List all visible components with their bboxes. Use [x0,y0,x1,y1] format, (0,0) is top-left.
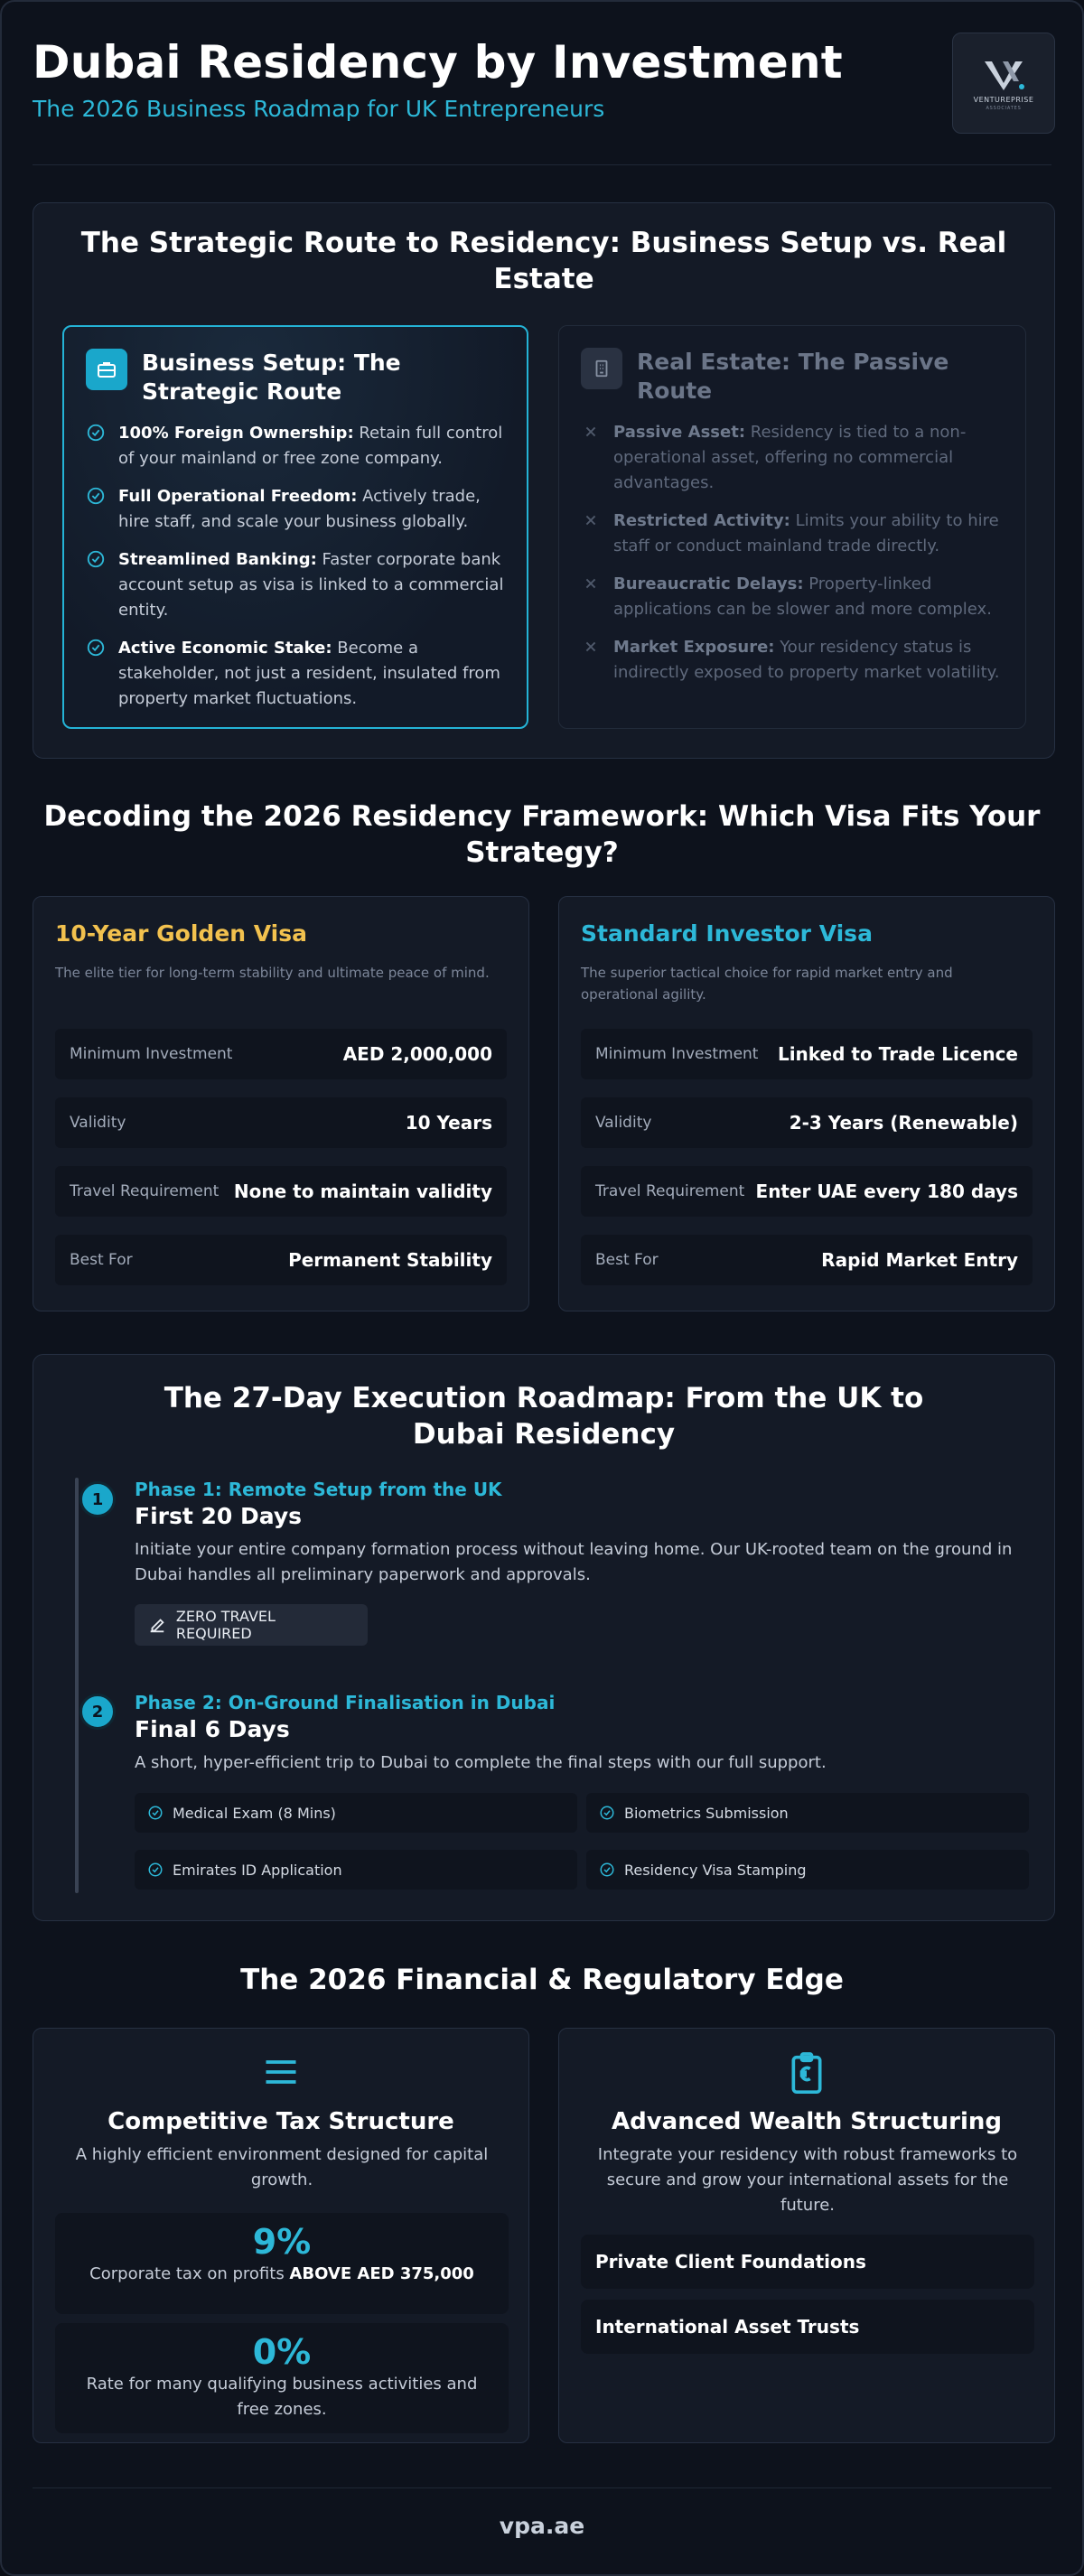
visa-detail-row [55,1097,507,1148]
wealth-option: Private Client Foundations [581,2235,1034,2289]
footer-site: vpa.ae [499,2513,585,2539]
row-value: AED 2,000,000 [342,1043,492,1065]
point-text: Full Operational Freedom: Actively trade, hire staff, and scale your business globally. [118,487,481,531]
point-item [581,420,1005,496]
cross-icon [581,422,601,442]
stat-value: 9% [252,2222,312,2262]
wealth-card-title: Advanced Wealth Structuring [612,2108,1002,2135]
row-key: Travel Requirement [595,1182,745,1200]
check-circle-icon [86,549,106,569]
row-key: Minimum Investment [70,1045,233,1063]
golden-visa-card [33,896,529,1311]
tax-card-desc: A highly efficient environment designed for capital growth. [75,2145,489,2189]
zero-travel-badge [135,1604,368,1646]
divider [33,2487,1051,2488]
check-circle-icon [147,1805,164,1821]
pencil-icon [147,1615,167,1635]
business-points-list [86,421,510,724]
visa-detail-row [581,1235,1033,1285]
business-card-title: Business Setup: The Strategic Route [142,350,401,405]
framework-section-title: Decoding the 2026 Residency Framework: Which Visa Fits Your Strategy? [43,800,1041,869]
phase-1-desc: Initiate your entire company formation process without leaving home. Our UK-rooted team on the ground in Dubai handles all preliminary paperwork and approvals. [135,1540,1013,1584]
row-value: Permanent Stability [288,1249,492,1271]
financial-section-title: The 2026 Financial & Regulatory Edge [240,1964,844,1996]
investor-visa-desc: The superior tactical choice for rapid market entry and operational agility. [581,965,953,1003]
tax-structure-card [33,2028,529,2443]
phase-1-title: First 20 Days [135,1503,303,1529]
clipboard-currency-icon [787,2052,827,2095]
point-text: Bureaucratic Delays: Property-linked applications can be slower and more complex. [613,574,992,619]
row-key: Validity [595,1114,652,1132]
divider [33,164,1051,165]
point-text: Passive Asset: Residency is tied to a non-operational asset, offering no commercial advantages. [613,423,967,492]
step-label: Emirates ID Application [173,1861,342,1879]
corporate-tax-stat [55,2213,509,2314]
row-value: 10 Years [405,1112,492,1134]
logo-text: VENTUREPRISE [973,95,1034,104]
row-value: Linked to Trade Licence [777,1043,1018,1065]
check-circle-icon [86,486,106,506]
investor-visa-card [558,896,1055,1311]
cross-icon [581,574,601,593]
step-label: Biometrics Submission [624,1804,789,1822]
badge-label: ZERO TRAVEL REQUIRED [175,1608,276,1642]
row-key: Validity [70,1114,126,1132]
point-text: Restricted Activity: Limits your ability to hire staff or conduct mainland trade directly. [613,511,999,555]
phase-2-step [135,1793,577,1833]
golden-visa-desc: The elite tier for long-term stability and ultimate peace of mind. [55,965,490,981]
point-item [86,484,510,535]
point-item [86,636,510,712]
wealth-option: International Asset Trusts [581,2300,1034,2354]
phase-2-step [135,1850,577,1890]
golden-visa-title: 10-Year Golden Visa [55,920,308,947]
point-item [86,421,510,471]
timeline-line [75,1478,79,1893]
row-value: Enter UAE every 180 days [755,1181,1018,1202]
visa-detail-row [55,1235,507,1285]
company-logo [952,33,1055,134]
check-circle-icon [86,638,106,658]
point-item [581,572,1005,622]
check-circle-icon [86,423,106,443]
logo-mark-icon [981,56,1026,92]
building-icon [581,348,622,389]
check-circle-icon [147,1862,164,1878]
cross-icon [581,510,601,530]
point-item [581,509,1005,559]
real-estate-card [558,325,1026,729]
row-key: Minimum Investment [595,1045,759,1063]
stat-caption: Corporate tax on profits ABOVE AED 375,000 [89,2264,474,2283]
cross-icon [581,637,601,657]
visa-detail-row [55,1029,507,1079]
briefcase-icon [86,349,127,390]
tax-card-title: Competitive Tax Structure [107,2108,454,2135]
step-label: Residency Visa Stamping [624,1861,807,1879]
row-value: 2-3 Years (Renewable) [789,1112,1018,1134]
point-text: Active Economic Stake: Become a stakeholder, not just a resident, insulated from property market fluctuations. [118,639,500,708]
phase-1-label: Phase 1: Remote Setup from the UK [135,1479,502,1500]
logo-subtext: ASSOCIATES [986,105,1022,111]
point-text: 100% Foreign Ownership: Retain full control of your mainland or free zone company. [118,424,503,468]
check-circle-icon [599,1805,615,1821]
phase-2-label: Phase 2: On-Ground Finalisation in Dubai [135,1692,556,1713]
row-key: Best For [70,1251,133,1269]
point-text: Streamlined Banking: Faster corporate bank account setup as visa is linked to a commercial entity. [118,550,504,620]
investor-visa-title: Standard Investor Visa [581,920,873,947]
real-estate-points-list [581,420,1005,698]
business-setup-card [62,325,528,729]
point-item [581,635,1005,686]
visa-detail-row [581,1029,1033,1079]
wealth-structuring-card [558,2028,1055,2443]
menu-lines-icon [261,2052,301,2092]
point-item [86,547,510,623]
route-section-title: The Strategic Route to Residency: Business Setup vs. Real Estate [80,227,1007,295]
visa-detail-row [55,1166,507,1217]
zero-rate-stat [55,2323,509,2433]
visa-detail-row [581,1166,1033,1217]
row-value: None to maintain validity [233,1181,492,1202]
step-label: Medical Exam (8 Mins) [173,1804,336,1822]
wealth-card-desc: Integrate your residency with robust frameworks to secure and grow your international assets for the future. [597,2145,1018,2215]
phase-2-step [586,1850,1029,1890]
phase-2-number: 2 [79,1694,116,1730]
point-text: Market Exposure: Your residency status is indirectly exposed to property market volatility. [613,638,1000,682]
phase-2-title: Final 6 Days [135,1716,290,1742]
row-key: Best For [595,1251,659,1269]
row-key: Travel Requirement [70,1182,220,1200]
row-value: Rapid Market Entry [821,1249,1018,1271]
stat-value: 0% [252,2332,312,2372]
page-subtitle: The 2026 Business Roadmap for UK Entrepreneurs [33,96,605,122]
real-estate-card-title: Real Estate: The Passive Route [637,349,949,404]
stat-caption: Rate for many qualifying business activities and free zones. [86,2375,478,2419]
header [33,36,843,122]
phase-2-step [586,1793,1029,1833]
page-title: Dubai Residency by Investment [33,36,843,89]
phase-1-number: 1 [79,1481,116,1517]
roadmap-section-title: The 27-Day Execution Roadmap: From the UK to Dubai Residency [164,1382,924,1451]
visa-detail-row [581,1097,1033,1148]
phase-2-desc: A short, hyper-efficient trip to Dubai to complete the final steps with our full support. [135,1753,827,1772]
check-circle-icon [599,1862,615,1878]
